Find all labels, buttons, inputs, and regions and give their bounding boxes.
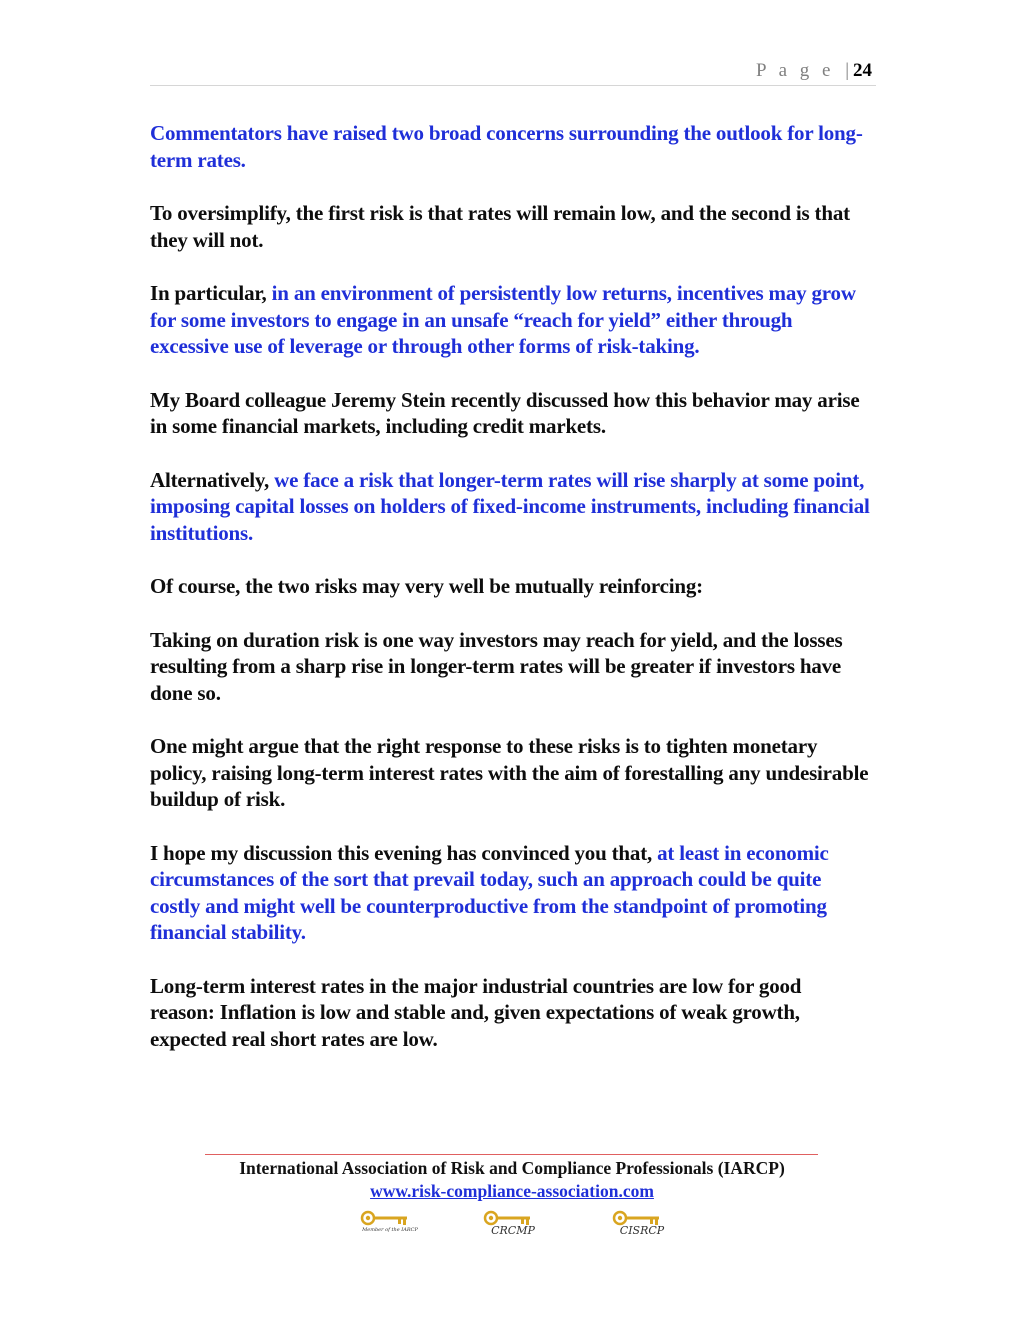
crcmp-key-logo — [483, 1210, 543, 1242]
page-separator: | — [845, 60, 849, 81]
logo-caption: Member of the IARCP — [362, 1227, 418, 1233]
highlighted-text: at least in economic circumstances of the sort that prevail today, such an approach could be quite costly and might well be counterproductive from the standpoint of promoting financial stability. — [150, 840, 829, 944]
body-text: Alternatively, — [150, 467, 275, 492]
body-text: In particular, — [150, 281, 272, 305]
highlighted-text: we face a risk that longer-term rates will rise sharply at some point, imposing capital losses on holders of fixed-income instruments, including financial institutions. — [150, 467, 870, 545]
page-label: P a g e — [755, 60, 835, 81]
body-text: I hope my discussion this evening has convinced you that, — [150, 840, 658, 865]
paragraph — [150, 627, 870, 707]
footer-organization: International Association of Risk and Compliance Professionals (IARCP) — [239, 1158, 785, 1178]
highlighted-text: Commentators have raised two broad concerns surrounding the outlook for long-term rates. — [150, 121, 863, 172]
body-text: One might argue that the right response to these risks is to tighten monetary policy, raising long-term interest rates with the aim of forestalling any undesirable buildup of risk. — [150, 734, 869, 811]
page-number-label — [756, 60, 872, 82]
paragraph — [150, 120, 870, 173]
body-text: Taking on duration risk is one way investors may reach for yield, and the losses resulting from a sharp rise in longer-term rates will be greater if investors have done so. — [150, 627, 843, 705]
paragraph — [150, 840, 870, 946]
paragraph — [150, 387, 870, 440]
member-key-logo — [360, 1210, 420, 1242]
paragraph — [150, 467, 870, 547]
body-text: Long-term interest rates in the major industrial countries are low for good reason: Inflation is low and stable and, given expectations of weak growth, expected real short rates are low. — [150, 973, 802, 1051]
highlighted-text: in an environment of persistently low returns, incentives may grow for some investors to engage in an unsafe “reach for yield” either through excessive use of leverage or through other forms of risk-taking. — [150, 281, 856, 358]
cisrcp-key-logo — [612, 1210, 672, 1242]
paragraph — [150, 573, 870, 600]
body-text: To oversimplify, the first risk is that rates will remain low, and the second is that they will not. — [150, 201, 850, 252]
document-body — [150, 120, 870, 1079]
body-text: My Board colleague Jeremy Stein recently discussed how this behavior may arise in some financial markets, including credit markets. — [150, 387, 860, 438]
paragraph — [150, 280, 870, 360]
logo-caption: CRCMP — [491, 1224, 535, 1237]
body-text: Of course, the two risks may very well be mutually reinforcing: — [150, 574, 703, 598]
footer-website-link[interactable]: www.risk-compliance-association.com — [370, 1181, 654, 1201]
page-number: 24 — [853, 60, 872, 81]
page-header — [150, 58, 876, 86]
footer-divider — [205, 1154, 818, 1155]
paragraph — [150, 200, 870, 253]
logo-caption: CISRCP — [619, 1224, 665, 1237]
key-icon — [360, 1210, 420, 1228]
paragraph — [150, 733, 870, 813]
paragraph — [150, 973, 870, 1053]
